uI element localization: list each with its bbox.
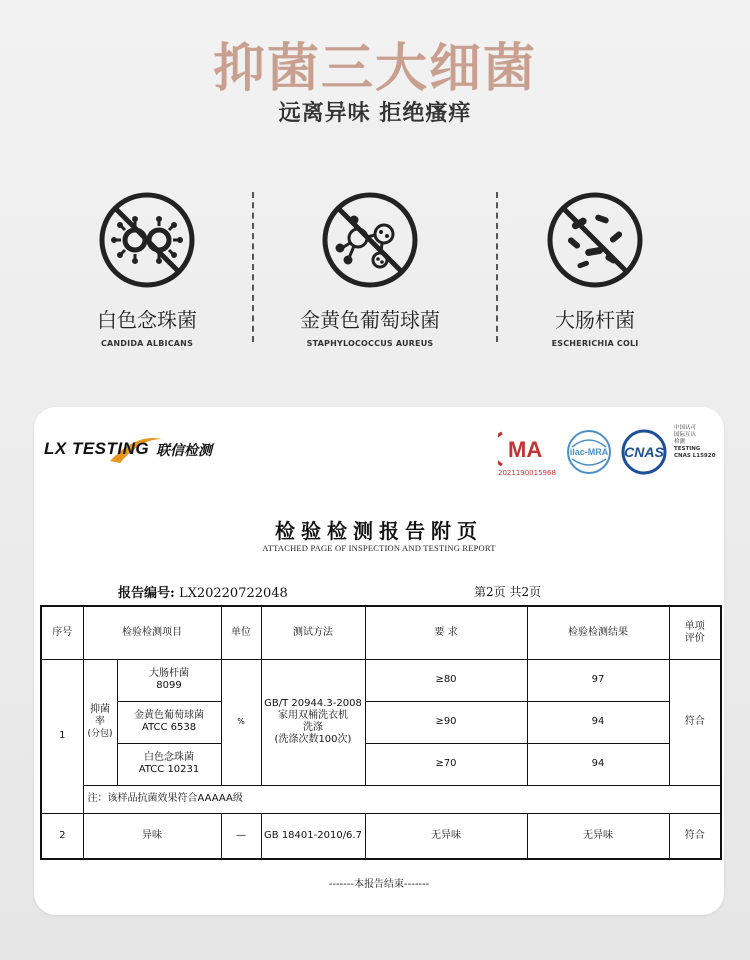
sub-item-code: ATCC 6538 [141, 722, 197, 733]
method-line: 洗涤 [303, 722, 323, 733]
bacteria-ecoli [495, 190, 695, 348]
group-line: (分包) [87, 729, 113, 739]
bacteria-staphylococcus [270, 190, 470, 348]
row2-seq: 2 [41, 813, 83, 859]
ilac-mra-icon [564, 427, 614, 477]
sub-item [117, 701, 221, 743]
table-row [41, 743, 721, 785]
group-line: 抑菌 [90, 704, 110, 715]
bacteria-name-cn: 金黄色葡萄球菌 [300, 308, 440, 332]
method-line: GB/T 20944.3-2008 [264, 698, 362, 709]
cnas-line: 国际互认 [674, 432, 697, 438]
report-title: 检验检测报告附页 [275, 519, 483, 543]
row2-unit: — [221, 813, 261, 859]
report-number [118, 582, 288, 601]
report-number-label: 报告编号: [118, 586, 175, 601]
cnas-line: CNAS L15920 [674, 453, 716, 459]
sub-requirement: ≥70 [365, 743, 527, 785]
bacteria-name-cn: 大肠杆菌 [555, 308, 635, 332]
sub-requirement: ≥90 [365, 701, 527, 743]
group-line: 率 [95, 716, 105, 727]
divider [252, 192, 254, 342]
sub-requirement: ≥80 [365, 659, 527, 701]
ecoli-icon [545, 190, 645, 290]
header-unit: 单位 [221, 606, 261, 659]
row2-requirement: 无异味 [365, 813, 527, 859]
cnas-line: 中国认可 [674, 425, 697, 431]
page-subtitle: 远离异味 拒绝瘙痒 [278, 100, 472, 126]
results-table [40, 605, 722, 860]
sub-item [117, 743, 221, 785]
bacteria-name-en: STAPHYLOCOCCUS AUREUS [306, 339, 434, 348]
report-page-info: 第2页 共2页 [474, 585, 542, 599]
report-end: -------本报告结束------- [328, 879, 430, 890]
page-title: 抑菌三大细菌 [212, 38, 537, 99]
row1-seq: 1 [41, 659, 83, 813]
table-row [41, 659, 721, 701]
bacteria-name-en: ESCHERICHIA COLI [551, 339, 639, 348]
header-requirement: 要 求 [365, 606, 527, 659]
table-row [41, 701, 721, 743]
row2-method: GB 18401-2010/6.7 [261, 813, 365, 859]
row1-unit: % [221, 659, 261, 785]
staphylococcus-icon [320, 190, 420, 290]
lx-testing-logo [44, 431, 244, 471]
report-card [34, 407, 724, 915]
certification-marks [498, 425, 718, 485]
method-line: (洗涤次数100次) [274, 734, 352, 745]
bacteria-row [0, 190, 750, 360]
logo-text-cn: 联信检测 [156, 443, 212, 459]
row2-item: 异味 [83, 813, 221, 859]
cma-label: MA [508, 437, 543, 462]
sub-result: 97 [527, 659, 669, 701]
cma-mark-icon [498, 427, 562, 471]
sub-item-name: 金黄色葡萄球菌 [134, 710, 204, 721]
header-seq: 序号 [41, 606, 83, 659]
sub-item-code: 8099 [156, 680, 182, 691]
method-line: 家用双桶洗衣机 [278, 710, 348, 721]
header-eval [669, 606, 721, 659]
report-number-value: LX20220722048 [178, 586, 288, 601]
report-subtitle: ATTACHED PAGE OF INSPECTION AND TESTING REPORT [262, 543, 496, 553]
sub-item-code: ATCC 10231 [138, 764, 200, 775]
bacteria-candida [47, 190, 247, 348]
logo-text-en: LX TESTING [44, 439, 150, 458]
cma-number: 2021190015968 [498, 469, 556, 477]
table-note: 注：该样品抗菌效果符合AAAAA级 [83, 785, 721, 813]
header-method: 测试方法 [261, 606, 365, 659]
row1-group [83, 659, 117, 785]
cnas-line: TESTING [674, 446, 701, 452]
sub-result: 94 [527, 743, 669, 785]
header-eval-line: 评价 [684, 632, 705, 644]
table-note-row [41, 785, 721, 813]
table-header-row [41, 606, 721, 659]
bacteria-name-en: CANDIDA ALBICANS [100, 339, 194, 348]
header-result: 检验检测结果 [527, 606, 669, 659]
table-row [41, 813, 721, 859]
sub-item [117, 659, 221, 701]
ilac-label: ilac-MRA [569, 447, 609, 457]
sub-item-name: 大肠杆菌 [149, 668, 189, 679]
cnas-label: CNAS [624, 444, 664, 460]
cnas-mark-icon [616, 427, 672, 477]
row1-eval: 符合 [669, 659, 721, 785]
cnas-line: 检测 [674, 439, 686, 445]
sub-result: 94 [527, 701, 669, 743]
bacteria-name-cn: 白色念珠菌 [97, 308, 197, 332]
candida-icon [97, 190, 197, 290]
header-eval-line: 单项 [684, 620, 705, 632]
cnas-accreditation-text [674, 425, 715, 460]
row2-eval: 符合 [669, 813, 721, 859]
sub-item-name: 白色念珠菌 [144, 752, 194, 763]
header-item: 检验检测项目 [83, 606, 221, 659]
row2-result: 无异味 [527, 813, 669, 859]
row1-method [261, 659, 365, 785]
